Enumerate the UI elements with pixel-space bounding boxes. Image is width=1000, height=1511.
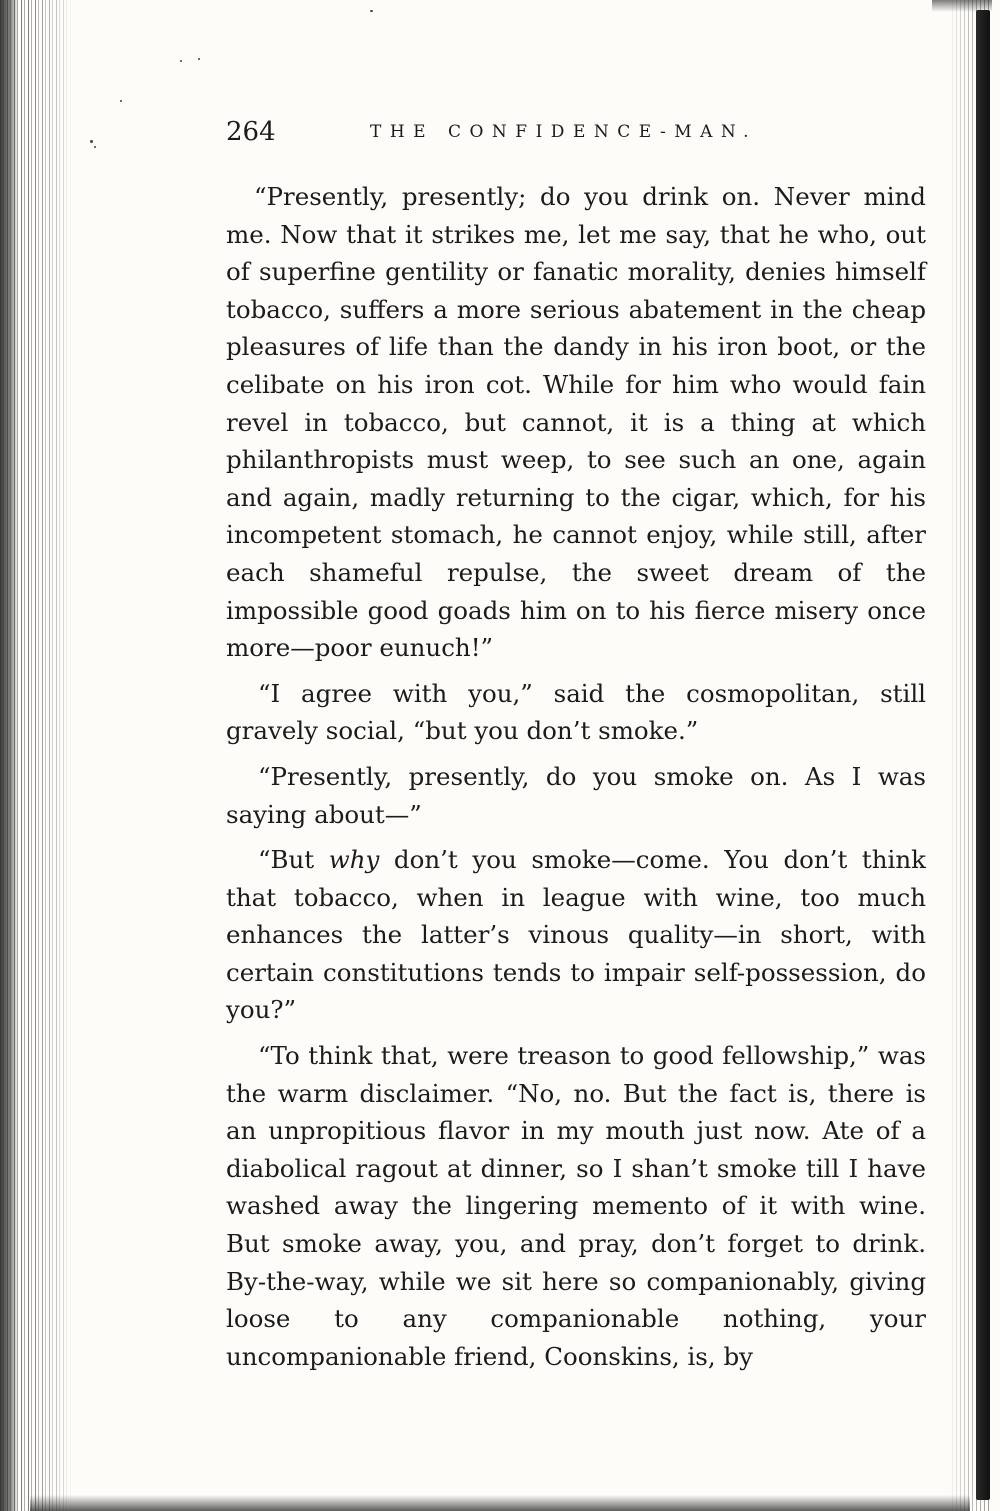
speck: [90, 140, 93, 143]
speck: [120, 100, 122, 102]
page-edge-right: [976, 10, 990, 1500]
paragraph-text: “But: [258, 845, 329, 875]
binding-edge-left: [0, 0, 18, 1511]
paragraph-2: [226, 675, 926, 750]
paragraph-text: “Presently, presently, do you smoke on. As I was saying about—”: [226, 761, 926, 829]
page-edge-top: [932, 0, 992, 12]
speck: [370, 10, 373, 12]
print-specks: [80, 40, 220, 180]
paragraph-text: “I agree with you,” said the cosmopolitan, still gravely social, “but you don’t smoke.”: [226, 678, 926, 746]
running-head: [226, 114, 846, 150]
emphasized-word: why: [328, 845, 380, 875]
paragraph-5: [226, 1037, 926, 1375]
page-edge-bottom: [30, 1495, 970, 1511]
paragraph-3: [226, 758, 926, 833]
running-title: THE CONFIDENCE-MAN.: [370, 122, 758, 142]
speck: [198, 58, 200, 60]
speck: [94, 146, 96, 148]
paragraph-text: “Presently, presently; do you drink on. Never mind me. Now that it strikes me, let me say, that he who, out of superfine gentility or fanatic morality, denies himself tobacco, suffers a more serious abatement in the cheap pleasures of life than the dandy in his iron boot, or the celibate on his iron cot. While for him who would fain revel in tobacco, but cannot, it is a thing at which philanthropists must weep, to see such an one, again and again, madly returning to the cigar, which, for his incompetent stomach, he cannot enjoy, while still, after each shameful repulse, the sweet dream of the impossible good goads him on to his fierce misery once more—poor eunuch!”: [226, 182, 926, 663]
page-number: 264: [226, 117, 276, 147]
body-text: [226, 178, 926, 1383]
paragraph-1: [226, 178, 926, 667]
paragraph-text: “To think that, were treason to good fellowship,” was the warm disclaimer. “No, no. But the fact is, there is an unpropitious flavor in my mouth just now. Ate of a diabolical ragout at dinner, so I shan’t smoke till I have washed away the lingering memento of it with wine. But smoke away, you, and pray, don’t forget to drink. By-the-way, while we sit here so companionably, giving loose to any companionable nothing, your uncompanionable friend, Coonskins, is, by: [226, 1041, 926, 1371]
speck: [180, 60, 182, 62]
paragraph-4: [226, 841, 926, 1029]
paragraph-text: don’t you smoke—come. You don’t think that tobacco, when in league with wine, too much enhances the latter’s vinous quality—in short, with certain constitutions tends to impair self-possession, do you?”: [226, 845, 926, 1025]
